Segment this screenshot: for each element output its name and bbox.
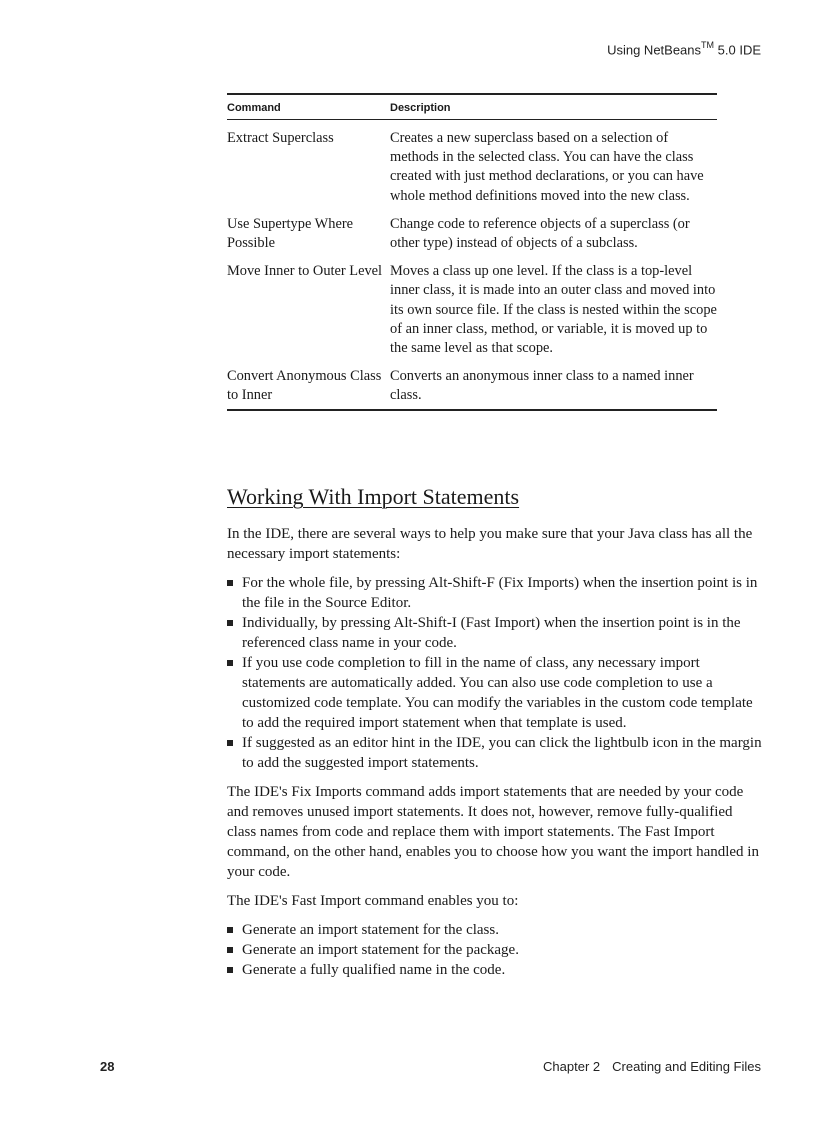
- table-row: [227, 215, 717, 253]
- fix-imports-paragraph: The IDE's Fix Imports command adds import statements that are needed by your code and removes unused import statements. It does not, however, remove fully-qualified class names from code and replace them with import statements. The Fast Import command, on the other hand, enables you to choose how you want the import handled in your code.: [227, 784, 759, 880]
- list-item: Generate an import statement for the package.: [227, 940, 762, 960]
- section-heading: Working With Import Statements: [227, 484, 520, 509]
- chapter-title: Creating and Editing Files: [612, 1059, 761, 1074]
- command-cell: Move Inner to Outer Level: [227, 263, 383, 280]
- list-item: Generate an import statement for the class.: [227, 920, 762, 940]
- intro-paragraph: In the IDE, there are several ways to help you make sure that your Java class has all the necessary import statements:: [227, 526, 753, 562]
- table-body: [227, 120, 717, 409]
- header-suffix: 5.0 IDE: [714, 42, 761, 58]
- page-number: 28: [100, 1059, 115, 1074]
- running-footer: [543, 1059, 761, 1074]
- command-cell: Convert Anonymous Class to Inner: [227, 368, 382, 404]
- refactoring-table: [227, 93, 717, 411]
- table-row: [227, 262, 717, 358]
- header-prefix: Using NetBeans: [607, 42, 702, 58]
- fast-import-paragraph: The IDE's Fast Import command enables you to:: [227, 893, 519, 909]
- description-cell: Moves a class up one level. If the class is a top-level inner class, it is made into an outer class and moved into its own source file. If the class is nested within the scope of an inner class, method, or variable, it is moved up to the same level as that scope.: [390, 263, 717, 357]
- column-header-description: Description: [390, 102, 451, 114]
- table-row: [227, 367, 717, 405]
- fast-import-options-list: [227, 920, 762, 980]
- column-header-command: Command: [227, 102, 281, 114]
- command-cell: Extract Superclass: [227, 130, 334, 146]
- description-cell: Creates a new superclass based on a selection of methods in the selected class. You can have the class created with just method declarations, or you can have whole method definitions moved into the new class.: [390, 130, 704, 204]
- list-item: Generate a fully qualified name in the code.: [227, 960, 762, 980]
- list-item: If you use code completion to fill in the name of class, any necessary import statements are automatically added. You can also use code completion to use a customized code template. You can modify the variables in the custom code template to add the required import statement when that template is used.: [227, 653, 762, 733]
- table-header: [227, 95, 717, 120]
- chapter-label: Chapter 2: [543, 1059, 601, 1074]
- list-item: Individually, by pressing Alt-Shift-I (Fast Import) when the insertion point is in the referenced class name in your code.: [227, 613, 762, 653]
- section-body: [227, 524, 762, 989]
- running-header: [607, 41, 761, 57]
- description-cell: Change code to reference objects of a superclass (or other type) instead of objects of a subclass.: [390, 215, 690, 252]
- list-item: If suggested as an editor hint in the IDE, you can click the lightbulb icon in the margin to add the suggested import statements.: [227, 733, 762, 773]
- trademark: TM: [701, 40, 715, 50]
- description-cell: Converts an anonymous inner class to a named inner class.: [390, 368, 694, 404]
- command-cell: Use Supertype Where Possible: [227, 215, 354, 252]
- list-item: For the whole file, by pressing Alt-Shift-F (Fix Imports) when the insertion point is in the file in the Source Editor.: [227, 573, 762, 613]
- table-row: [227, 129, 717, 206]
- import-methods-list: [227, 573, 762, 773]
